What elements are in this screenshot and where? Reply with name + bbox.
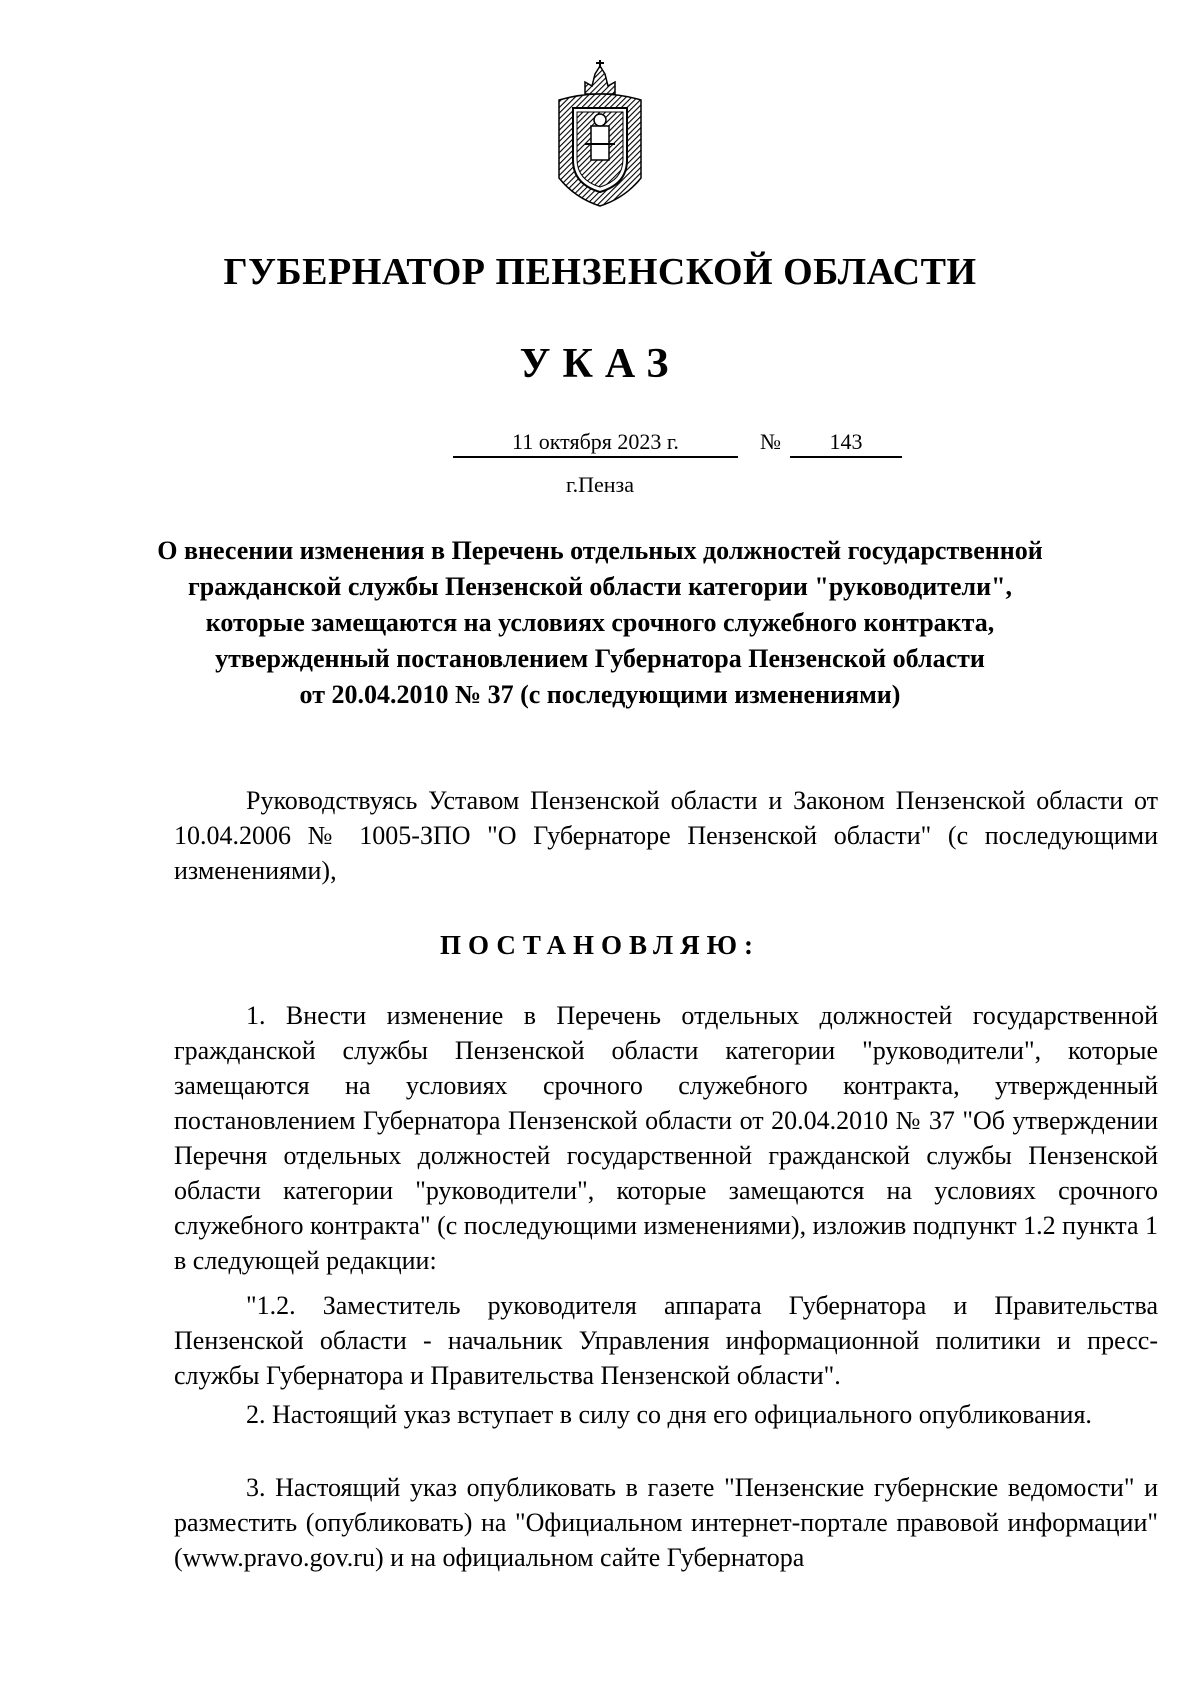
document-title [150, 533, 1050, 713]
paragraph-3: 3. Настоящий указ опубликовать в газете "Пензенские губернские ведомости" и разместить (опубликовать) на "Официальном интернет-портале правовой информации" (www.pravo.gov.ru) и на официальном сайте Губернатора [174, 1473, 1158, 1572]
subparagraph-1-2: "1.2. Заместитель руководителя аппарата Губернатора и Правительства Пензенской области - начальник Управления информационной политики и пресс-службы Губернатора и Правительства Пензенской области". [174, 1291, 1158, 1390]
title-line: которые замещаются на условиях срочного служебного контракта, [205, 608, 995, 637]
title-line: от 20.04.2010 № 37 (с последующими изменениями) [299, 680, 901, 709]
coat-of-arms-icon [555, 60, 645, 210]
paragraph-2: 2. Настоящий указ вступает в силу со дня его официального опубликования. [246, 1400, 1092, 1429]
decree-word: ПОСТАНОВЛЯЮ: [440, 930, 760, 960]
preamble-paragraph: Руководствуясь Уставом Пензенской области и Законом Пензенской области от 10.04.2006 № 1005-ЗПО "О Губернаторе Пензенской области" (с последующими изменениями), [174, 786, 1158, 885]
paragraph-1: 1. Внести изменение в Перечень отдельных должностей государственной гражданской службы Пензенской области категории "руководители", которые замещаются на условиях срочного служебного контракта, утвержденный постановлением Губернатора Пензенской области от 20.04.2010 № 37 "Об утверждении Перечня отдельных должностей государственной гражданской службы Пензенской области категории "руководители", которые замещаются на условиях срочного служебного контракта" (с последующими изменениями), изложив подпункт 1.2 пункта 1 в следующей редакции: [174, 1001, 1158, 1275]
number-sign: № [760, 429, 781, 454]
document-number: 143 [790, 428, 902, 458]
document-date: 11 октября 2023 г. [453, 428, 738, 458]
title-line: гражданской службы Пензенской области категории "руководители", [187, 572, 1012, 601]
document-city: г.Пенза [566, 472, 634, 497]
title-line: утвержденный постановлением Губернатора Пензенской области [215, 644, 985, 673]
authority-heading: ГУБЕРНАТОР ПЕНЗЕНСКОЙ ОБЛАСТИ [223, 251, 977, 293]
document-type-heading: УКАЗ [519, 341, 681, 387]
title-line: О внесении изменения в Перечень отдельных должностей государственной [157, 536, 1043, 565]
